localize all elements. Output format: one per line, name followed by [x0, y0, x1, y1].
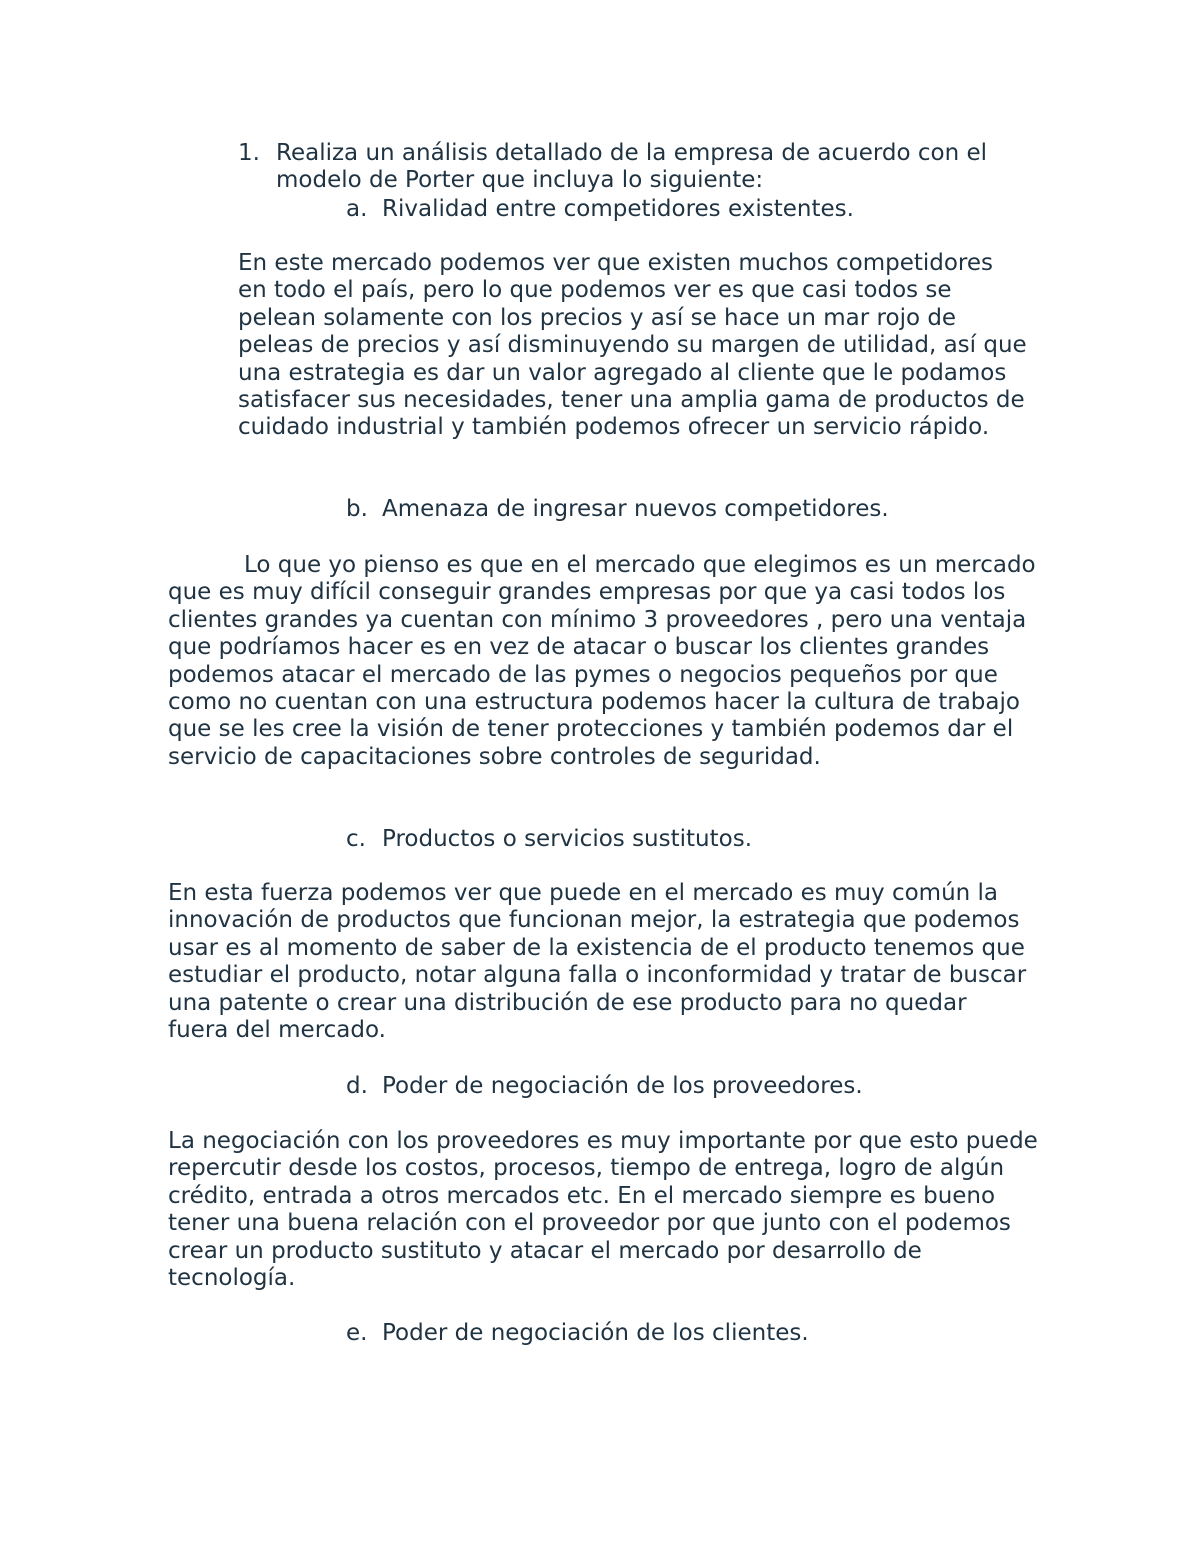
- subitem-heading-b: Amenaza de ingresar nuevos competidores.: [382, 496, 889, 522]
- paragraph-d: La negociación con los proveedores es muy importante por que esto puede repercutir desde los costos, procesos, tiempo de entrega, logro de algún crédito, entrada a otros mercados etc. En el mercado siempre es bueno tener una buena relación con el proveedor por que junto con el podemos crear un producto sustituto y atacar el mercado por desarrollo de tecnología.: [168, 1128, 1038, 1292]
- subitem-marker-e: e.: [346, 1320, 368, 1346]
- subitem-marker-c: c.: [346, 826, 366, 852]
- subitem-marker-a: a.: [346, 196, 368, 222]
- question-line-1: Realiza un análisis detallado de la empresa de acuerdo con el: [276, 140, 988, 166]
- subitem-marker-d: d.: [346, 1073, 368, 1099]
- subitem-marker-b: b.: [346, 496, 368, 522]
- paragraph-a: En este mercado podemos ver que existen muchos competidores en todo el país, pero lo que podemos ver es que casi todos se pelean solamente con los precios y así se hace un mar rojo de peleas de precios y así disminuyendo su margen de utilidad, así que una estrategia es dar un valor agregado al cliente que le podamos satisfacer sus necesidades, tener una amplia gama de productos de cuidado industrial y también podemos ofrecer un servicio rápido.: [238, 250, 1027, 441]
- subitem-heading-a: Rivalidad entre competidores existentes.: [382, 196, 854, 222]
- subitem-heading-d: Poder de negociación de los proveedores.: [382, 1073, 863, 1099]
- subitem-heading-c: Productos o servicios sustitutos.: [382, 826, 752, 852]
- list-number: 1.: [238, 140, 260, 166]
- subitem-heading-e: Poder de negociación de los clientes.: [382, 1320, 809, 1346]
- paragraph-b: Lo que yo pienso es que en el mercado que elegimos es un mercado que es muy difícil conseguir grandes empresas por que ya casi todos los clientes grandes ya cuentan con mínimo 3 proveedores , pero una ventaja que podríamos hacer es en vez de atacar o buscar los clientes grandes podemos atacar el mercado de las pymes o negocios pequeños por que como no cuentan con una estructura podemos hacer la cultura de trabajo que se les cree la visión de tener protecciones y también podemos dar el servicio de capacitaciones sobre controles de seguridad.: [168, 552, 1036, 770]
- paragraph-c: En esta fuerza podemos ver que puede en el mercado es muy común la innovación de productos que funcionan mejor, la estrategia que podemos usar es al momento de saber de la existencia de el producto tenemos que estudiar el producto, notar alguna falla o inconformidad y tratar de buscar una patente o crear una distribución de ese producto para no quedar fuera del mercado.: [168, 880, 1027, 1044]
- question-line-2: modelo de Porter que incluya lo siguiente:: [276, 167, 764, 193]
